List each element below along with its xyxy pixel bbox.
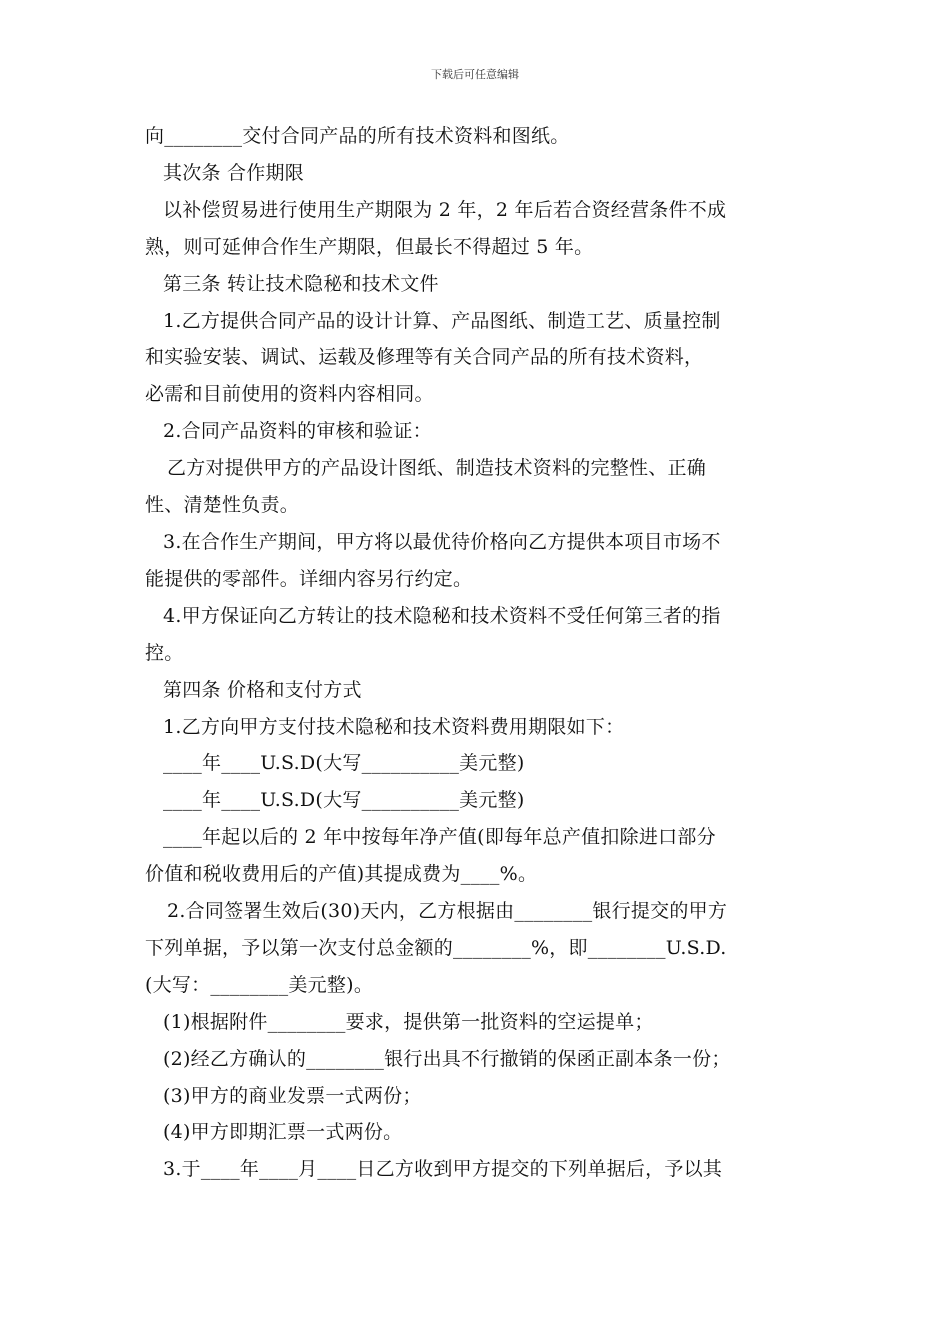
text-line: 1.乙方向甲方支付技术隐秘和技术资料费用期限如下： [163,715,625,738]
text-line: 性、清楚性负责。 [145,494,300,517]
text-line: 熟，则可延伸合作生产期限，但最长不得超过 5 年。 [145,235,594,258]
document-body [145,118,810,1188]
text-line: (2)经乙方确认的________银行出具不行撤销的保函正副本条一份； [163,1047,731,1070]
text-line: 第三条 转让技术隐秘和技术文件 [163,272,439,295]
text-line: (1)根据附件________要求，提供第一批资料的空运提单； [163,1010,654,1033]
text-line: 和实验安装、调试、运载及修理等有关合同产品的所有技术资料， [145,346,704,369]
text-line: ____年____U.S.D(大写__________美元整) [163,789,525,812]
text-line: 乙方对提供甲方的产品设计图纸、制造技术资料的完整性、正确 [167,457,707,480]
text-line: (4)甲方即期汇票一式两份。 [163,1121,403,1144]
text-line: ____年____U.S.D(大写__________美元整) [163,752,525,775]
text-line: 能提供的零部件。详细内容另行约定。 [145,567,473,590]
text-line: 必需和目前使用的资料内容相同。 [145,383,434,406]
text-line: 2.合同产品资料的审核和验证： [163,420,432,443]
text-line: 下列单据，予以第一次支付总金额的________%，即________U.S.D. [145,936,727,959]
text-line: 第四条 价格和支付方式 [163,678,362,701]
text-line: 3.在合作生产期间，甲方将以最优待价格向乙方提供本项目市场不 [163,530,721,553]
text-line: 2.合同签署生效后(30)天内，乙方根据由________银行提交的甲方 [167,900,728,923]
text-line: 3.于____年____月____日乙方收到甲方提交的下列单据后，予以其 [163,1158,723,1181]
text-line: 其次条 合作期限 [163,161,305,184]
text-line: (3)甲方的商业发票一式两份； [163,1084,422,1107]
text-line: 价值和税收费用后的产值)其提成费为____%。 [145,863,538,886]
text-line: 以补偿贸易进行使用生产期限为 2 年，2 年后若合资经营条件不成 [163,198,727,221]
text-line: 向________交付合同产品的所有技术资料和图纸。 [145,125,570,147]
text-line: 1.乙方提供合同产品的设计计算、产品图纸、制造工艺、质量控制 [163,309,721,332]
text-line: ____年起以后的 2 年中按每年净产值(即每年总产值扣除进口部分 [163,826,716,849]
text-line: (大写：________美元整)。 [145,973,374,996]
text-line: 4.甲方保证向乙方转让的技术隐秘和技术资料不受任何第三者的指 [163,604,721,627]
text-line: 控。 [145,641,184,664]
page-header: 下载后可任意编辑 [431,68,519,81]
